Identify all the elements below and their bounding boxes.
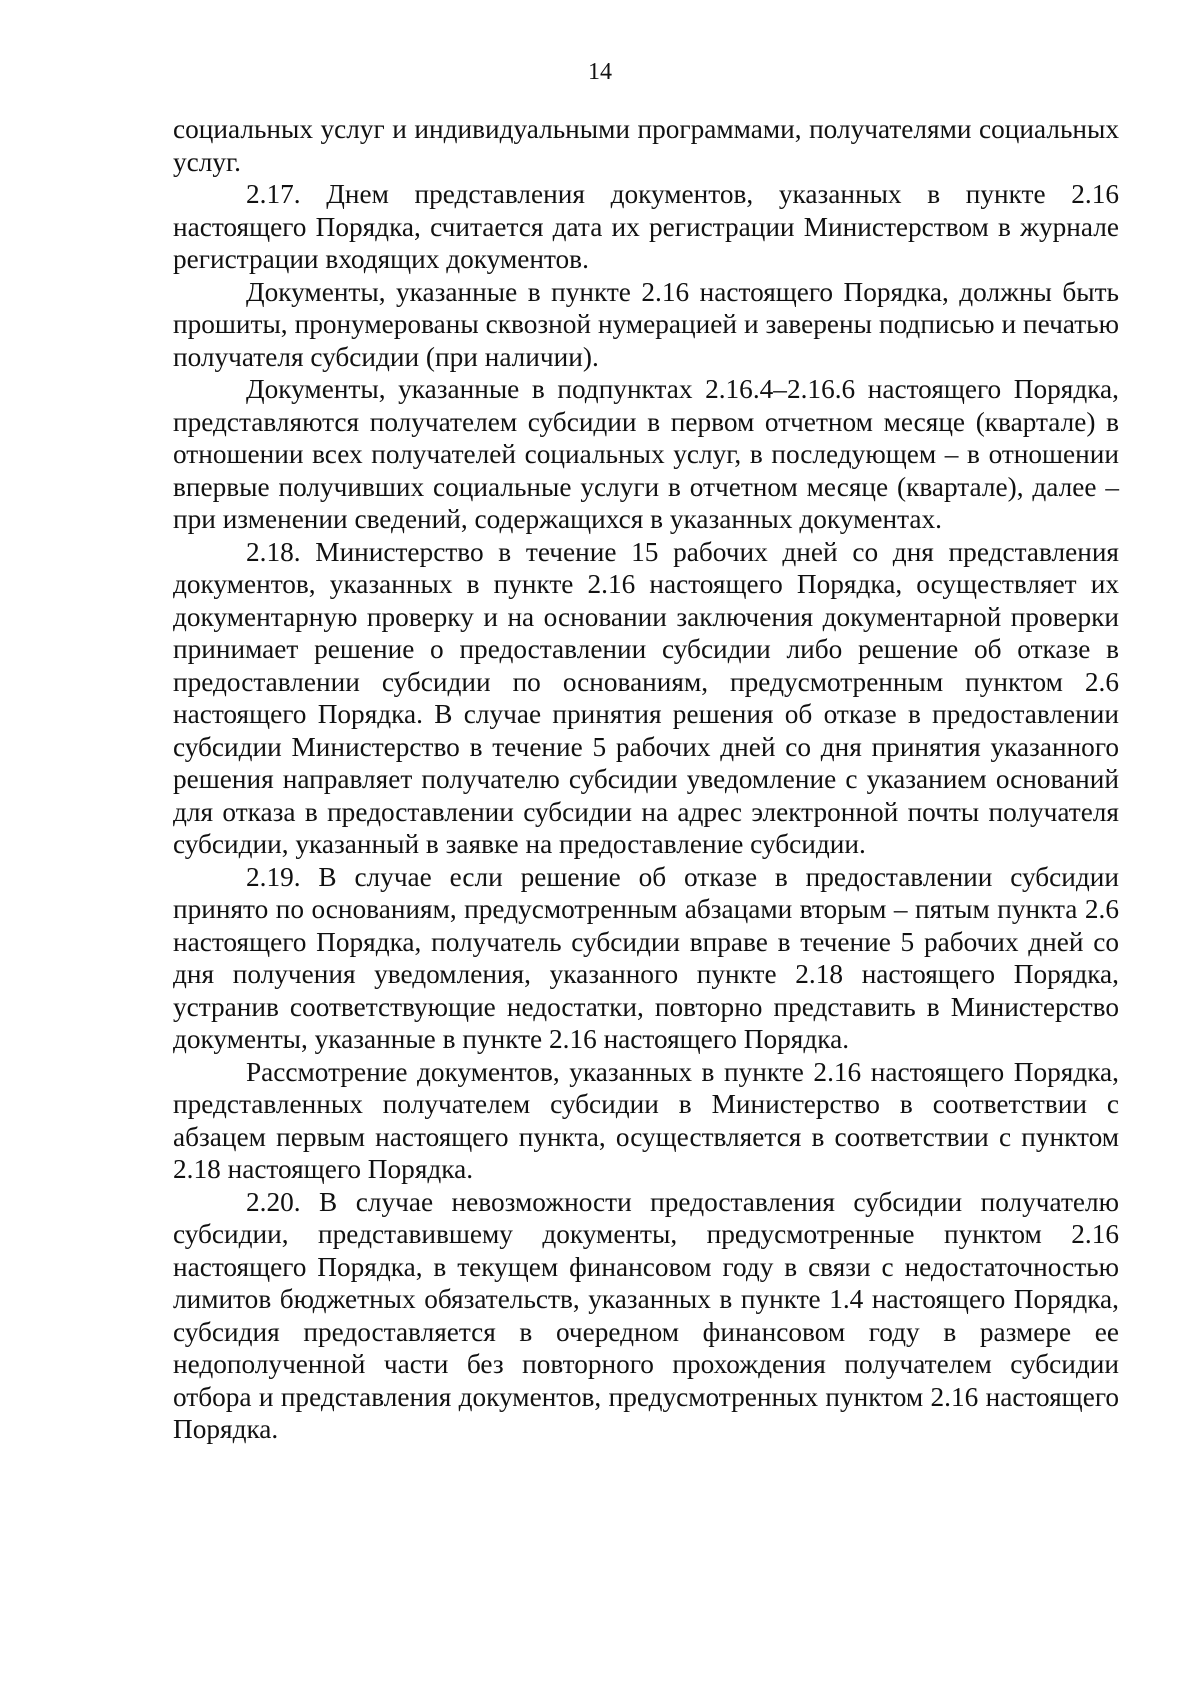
paragraph-continuation: социальных услуг и индивидуальными программами, получателями социальных услуг.: [173, 114, 1119, 177]
paragraph-review-documents: Рассмотрение документов, указанных в пункте 2.16 настоящего Порядка, представленных получателем субсидии в Министерство в соответствии с абзацем первым настоящего пункта, осуществляется в соответствии с пунктом 2.18 настоящего Порядка.: [173, 1056, 1119, 1184]
paragraph-documents-subpoints: Документы, указанные в подпунктах 2.16.4–2.16.6 настоящего Порядка, представляются получателем субсидии в первом отчетном месяце (квартале) в отношении всех получателей социальных услуг, в последующем – в отношении впервые получивших социальные услуги в отчетном месяце (квартале), далее – при изменении сведений, содержащихся в указанных документах.: [173, 374, 1119, 534]
paragraph-2-20: 2.20. В случае невозможности предоставления субсидии получателю субсидии, представившему документы, предусмотренные пунктом 2.16 настоящего Порядка, в текущем финансовом году в связи с недостаточностью лимитов бюджетных обязательств, указанных в пункте 1.4 настоящего Порядка, субсидия предоставляется в очередном финансовом году в размере ее недополученной части без повторного прохождения получателем субсидии отбора и представления документов, предусмотренных пунктом 2.16 настоящего Порядка.: [173, 1186, 1119, 1444]
document-body: [173, 113, 1119, 1446]
paragraph-2-17: 2.17. Днем представления документов, указанных в пункте 2.16 настоящего Порядка, считается дата их регистрации Министерством в журнале регистрации входящих документов.: [173, 179, 1119, 274]
paragraph-2-18: 2.18. Министерство в течение 15 рабочих дней со дня представления документов, указанных в пункте 2.16 настоящего Порядка, осуществляет их документарную проверку и на основании заключения документарной проверки принимает решение о предоставлении субсидии либо решение об отказе в предоставлении субсидии по основаниям, предусмотренным пунктом 2.6 настоящего Порядка. В случае принятия решения об отказе в предоставлении субсидии Министерство в течение 5 рабочих дней со дня принятия указанного решения направляет получателю субсидии уведомление с указанием оснований для отказа в предоставлении субсидии на адрес электронной почты получателя субсидии, указанный в заявке на предоставление субсидии.: [173, 536, 1119, 859]
paragraph-documents-binding: Документы, указанные в пункте 2.16 настоящего Порядка, должны быть прошиты, пронумерованы сквозной нумерацией и заверены подписью и печатью получателя субсидии (при наличии).: [173, 276, 1119, 372]
paragraph-2-19: 2.19. В случае если решение об отказе в предоставлении субсидии принято по основаниям, предусмотренным абзацами вторым – пятым пункта 2.6 настоящего Порядка, получатель субсидии вправе в течение 5 рабочих дней со дня получения уведомления, указанного пункте 2.18 настоящего Порядка, устранив соответствующие недостатки, повторно представить в Министерство документы, указанные в пункте 2.16 настоящего Порядка.: [173, 861, 1119, 1054]
page-number: 14: [588, 59, 612, 85]
